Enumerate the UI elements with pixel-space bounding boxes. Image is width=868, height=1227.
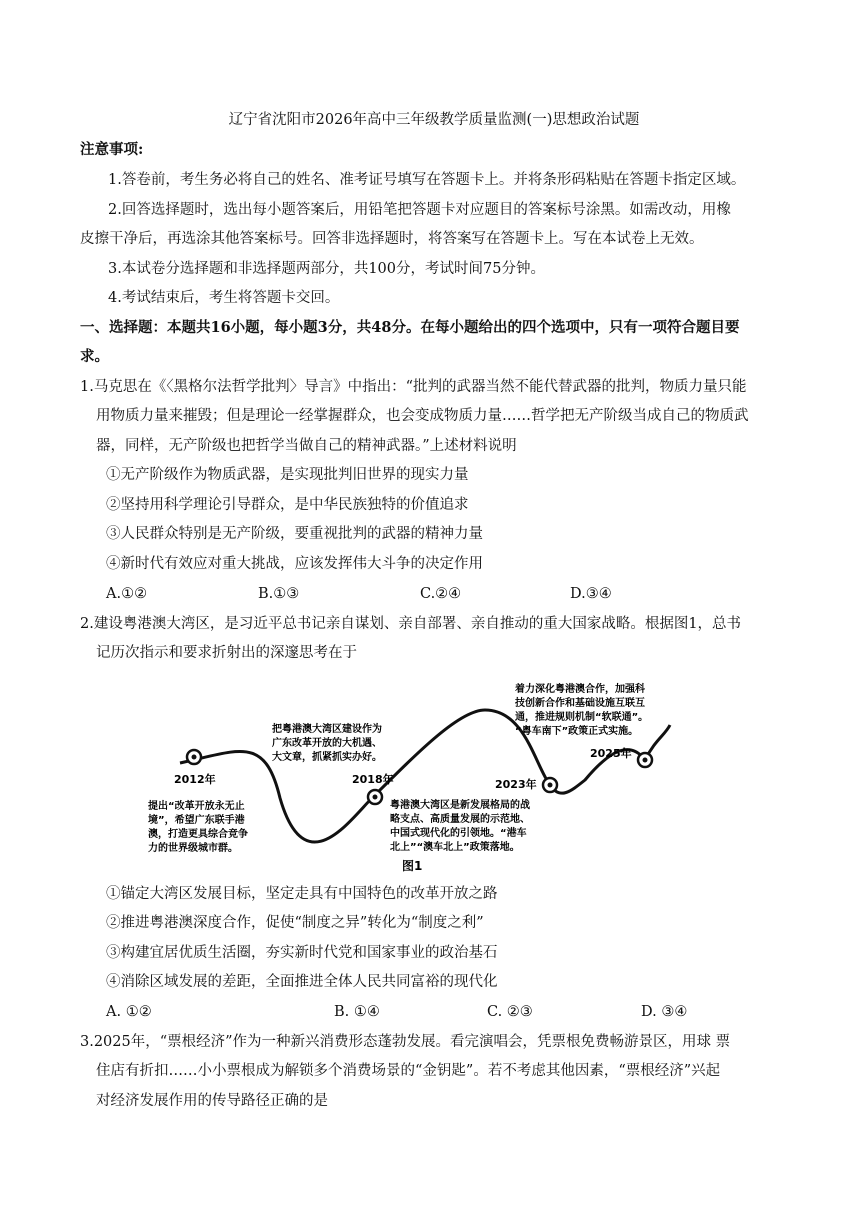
q2-statement: ③构建宜居优质生活圈，夯实新时代党和国家事业的政治基石 (106, 945, 498, 961)
svg-text:提出“改革开放永无止: 提出“改革开放永无止 (148, 801, 245, 812)
timeline-node-2012 (148, 750, 248, 854)
q3-stem: 住店有折扣……小小票根成为解锁多个消费场景的“金钥匙”。若不考虑其他因素，“票根经济”兴起 (96, 1063, 721, 1079)
year-label: 2012年 (174, 773, 216, 786)
year-label: 2018年 (352, 773, 394, 786)
page-title: 辽宁省沈阳市2026年高中三年级教学质量监测(一)思想政治试题 (228, 112, 640, 128)
q2-option-a[interactable]: A. ①② (106, 1004, 152, 1020)
notice-item: 3.本试卷分选择题和非选择题两部分，共100分，考试时间75分钟。 (108, 261, 545, 277)
svg-text:中国式现代化的引领地。“港车: 中国式现代化的引领地。“港车 (390, 828, 527, 839)
svg-text:“粤车南下”政策正式实施。: “粤车南下”政策正式实施。 (515, 726, 639, 737)
q2-stem: 2.建设粤港澳大湾区，是习近平总书记亲自谋划、亲自部署、亲自推动的重大国家战略。根据图1，总书 (80, 616, 742, 632)
notice-item: 皮擦干净后，再选涂其他答案标号。回答非选择题时，将答案写在答题卡上。写在本试卷上无效。 (80, 231, 704, 247)
q1-statement: ③人民群众特别是无产阶级，要重视批判的武器的精神力量 (106, 526, 483, 542)
q1-option-c[interactable]: C.②④ (420, 586, 462, 602)
svg-text:澳，打造更具综合竞争: 澳，打造更具综合竞争 (148, 829, 248, 840)
svg-text:把粤港澳大湾区建设作为: 把粤港澳大湾区建设作为 (272, 724, 382, 735)
q1-option-a[interactable]: A.①② (106, 586, 148, 602)
q1-statement: ④新时代有效应对重大挑战，应该发挥伟大斗争的决定作用 (106, 556, 483, 572)
q1-stem: 1.马克思在《〈黑格尔法哲学批判〉导言》中指出：“批判的武器当然不能代替武器的批判，物质力量只能 (80, 379, 747, 395)
q1-stem: 器，同样，无产阶级也把哲学当做自己的精神武器。”上述材料说明 (96, 438, 517, 454)
svg-text:粤港澳大湾区是新发展格局的战: 粤港澳大湾区是新发展格局的战 (390, 800, 530, 811)
q2-statement: ②推进粤港澳深度合作，促使“制度之异”转化为“制度之利” (106, 915, 484, 931)
q1-option-d[interactable]: D.③④ (570, 586, 612, 602)
section-heading-cont: 求。 (80, 348, 109, 365)
timeline-node-2018 (272, 722, 394, 804)
svg-text:大文章，抓紧抓实办好。: 大文章，抓紧抓实办好。 (272, 752, 382, 763)
figure-1 (140, 680, 680, 875)
year-label: 2023年 (495, 778, 537, 791)
q1-statement: ①无产阶级作为物质武器，是实现批判旧世界的现实力量 (106, 467, 469, 483)
notice-heading: 注意事项: (80, 141, 144, 158)
q2-statement: ①锚定大湾区发展目标，坚定走具有中国特色的改革开放之路 (106, 886, 498, 902)
svg-text:通，推进规则机制“软联通”。: 通，推进规则机制“软联通”。 (515, 712, 649, 723)
q1-statement: ②坚持用科学理论引导群众，是中华民族独特的价值追求 (106, 497, 469, 513)
section-heading: 一、选择题：本题共16小题，每小题3分，共48分。在每小题给出的四个选项中，只有一项符合题目要 (80, 319, 740, 336)
svg-text:广东改革开放的大机遇、: 广东改革开放的大机遇、 (272, 738, 382, 749)
q2-stem: 记历次指示和要求折射出的深邃思考在于 (96, 645, 357, 661)
notice-item: 2.回答选择题时，选出每小题答案后，用铅笔把答题卡对应题目的答案标号涂黑。如需改动，用橡 (108, 202, 731, 218)
svg-text:北上”“澳车北上”政策落地。: 北上”“澳车北上”政策落地。 (390, 842, 520, 853)
svg-text:技创新合作和基础设施互联互: 技创新合作和基础设施互联互 (515, 698, 645, 709)
q2-option-d[interactable]: D. ③④ (641, 1004, 688, 1020)
q2-statement: ④消除区域发展的差距，全面推进全体人民共同富裕的现代化 (106, 974, 498, 990)
q1-stem: 用物质力量来摧毁；但是理论一经掌握群众，也会变成物质力量……哲学把无产阶级当成自己的物质武 (96, 408, 749, 424)
svg-text:略支点、高质量发展的示范地、: 略支点、高质量发展的示范地、 (390, 814, 530, 825)
svg-text:着力深化粤港澳合作，加强科: 着力深化粤港澳合作，加强科 (515, 684, 645, 695)
q3-stem: 3.2025年，“票根经济”作为一种新兴消费形态蓬勃发展。看完演唱会，凭票根免费畅游景区，用球 票 (80, 1034, 731, 1050)
notice-item: 4.考试结束后，考生将答题卡交回。 (108, 290, 340, 306)
year-label: 2025年 (590, 747, 632, 760)
q2-option-b[interactable]: B. ①④ (334, 1004, 380, 1020)
notice-item: 1.答卷前，考生务必将自己的姓名、准考证号填写在答题卡上。并将条形码粘贴在答题卡指定区域。 (108, 172, 746, 188)
svg-text:力的世界级城市群。: 力的世界级城市群。 (148, 843, 238, 854)
q1-option-b[interactable]: B.①③ (258, 586, 300, 602)
figure-caption: 图1 (402, 859, 423, 873)
svg-text:境”，希望广东联手港: 境”，希望广东联手港 (148, 815, 245, 826)
timeline-node-2023 (390, 777, 557, 853)
q2-option-c[interactable]: C. ②③ (487, 1004, 533, 1020)
q3-stem: 对经济发展作用的传导路径正确的是 (96, 1093, 328, 1109)
